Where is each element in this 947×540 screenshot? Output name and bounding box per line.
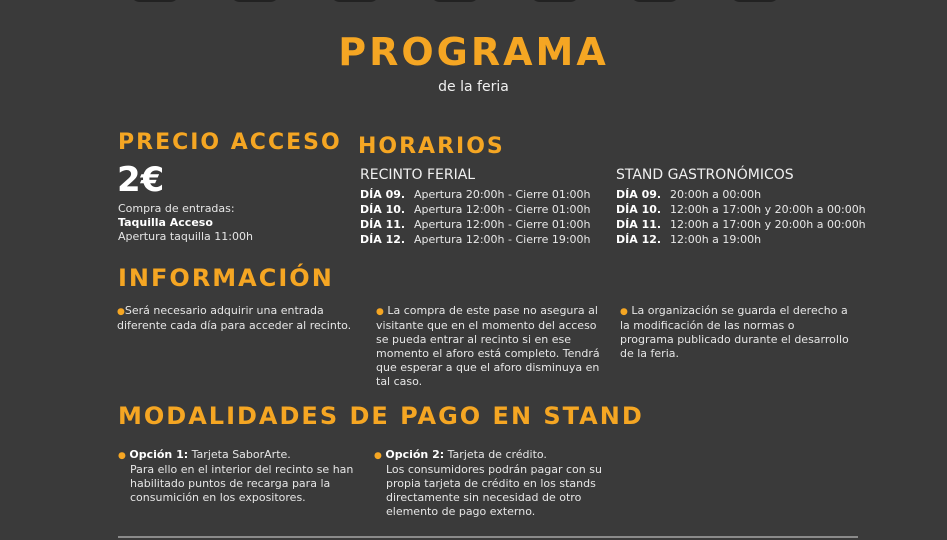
bullet-icon: ● (117, 307, 125, 317)
option-text: Los consumidores podrán pagar con su propia tarjeta de crédito en los stands directamente sin necesidad de otro elemento de pago externo. (386, 463, 602, 518)
recinto-schedule (360, 187, 591, 247)
schedule-time: Apertura 12:00h - Cierre 19:00h (414, 233, 591, 246)
bullet-icon: ● (374, 451, 382, 461)
schedule-day: DÍA 10. (360, 203, 406, 216)
decoration-shape (730, 0, 780, 2)
schedule-day: DÍA 11. (616, 218, 662, 231)
schedule-row (360, 232, 591, 247)
schedule-day: DÍA 09. (616, 188, 662, 201)
schedule-row (360, 202, 591, 217)
schedule-row (360, 187, 591, 202)
page-title: PROGRAMA (338, 30, 609, 74)
schedule-time: Apertura 20:00h - Cierre 01:00h (414, 188, 591, 201)
price-value: 2€ (117, 160, 165, 200)
top-decoration (120, 0, 840, 4)
recinto-title: RECINTO FERIAL (360, 167, 476, 183)
precio-heading: PRECIO ACCESO (118, 130, 342, 155)
schedule-time: 12:00h a 17:00h y 20:00h a 00:00h (670, 218, 866, 231)
info-item (117, 304, 357, 333)
payment-option (118, 448, 358, 505)
schedule-row (360, 217, 591, 232)
option-label: Opción 2: (385, 448, 445, 461)
ticket-info (118, 202, 338, 244)
taquilla-label: Taquilla Acceso (118, 216, 213, 229)
schedule-row (616, 187, 866, 202)
schedule-day: DÍA 12. (616, 233, 662, 246)
payment-option (374, 448, 614, 519)
info-text: La compra de este pase no asegura al visitante que en el momento del acceso se pueda entrar al recinto si en ese momento el aforo está completo. Tendrá que esperar a que el aforo disminuya en tal caso. (376, 304, 600, 388)
schedule-time: 12:00h a 19:00h (670, 233, 762, 246)
apertura-taquilla: Apertura taquilla 11:00h (118, 230, 253, 243)
schedule-time: Apertura 12:00h - Cierre 01:00h (414, 203, 591, 216)
bullet-icon: ● (620, 307, 628, 317)
info-item (620, 304, 850, 361)
payment-option-header (374, 448, 614, 463)
info-item (376, 304, 606, 389)
schedule-row (616, 202, 866, 217)
option-text: Para ello en el interior del recinto se han habilitado puntos de recarga para la consumición en los expositores. (130, 463, 354, 504)
decoration-shape (230, 0, 280, 2)
schedule-time: 20:00h a 00:00h (670, 188, 762, 201)
bullet-icon: ● (376, 307, 384, 317)
schedule-day: DÍA 10. (616, 203, 662, 216)
decoration-shape (530, 0, 580, 2)
schedule-row (616, 232, 866, 247)
decoration-shape (130, 0, 180, 2)
schedule-day: DÍA 09. (360, 188, 406, 201)
horarios-heading: HORARIOS (358, 134, 505, 159)
payment-option-header (118, 448, 358, 463)
decoration-shape (330, 0, 380, 2)
option-title: Tarjeta de crédito. (447, 448, 547, 461)
modalidades-heading: MODALIDADES DE PAGO EN STAND (118, 402, 644, 430)
stand-schedule (616, 187, 866, 247)
option-title: Tarjeta SaborArte. (191, 448, 291, 461)
schedule-day: DÍA 12. (360, 233, 406, 246)
decoration-shape (630, 0, 680, 2)
schedule-row (616, 217, 866, 232)
stand-title: STAND GASTRONÓMICOS (616, 167, 794, 183)
info-text: La organización se guarda el derecho a la modificación de las normas o programa publicado durante el desarrollo de la feria. (620, 304, 849, 360)
bottom-divider (118, 536, 858, 538)
schedule-time: 12:00h a 17:00h y 20:00h a 00:00h (670, 203, 866, 216)
info-text: Será necesario adquirir una entrada diferente cada día para acceder al recinto. (117, 304, 352, 332)
page-subtitle: de la feria (438, 79, 509, 95)
informacion-heading: INFORMACIÓN (118, 264, 334, 292)
schedule-time: Apertura 12:00h - Cierre 01:00h (414, 218, 591, 231)
schedule-day: DÍA 11. (360, 218, 406, 231)
option-label: Opción 1: (129, 448, 189, 461)
decoration-shape (430, 0, 480, 2)
compra-label: Compra de entradas: (118, 202, 235, 215)
bullet-icon: ● (118, 451, 126, 461)
